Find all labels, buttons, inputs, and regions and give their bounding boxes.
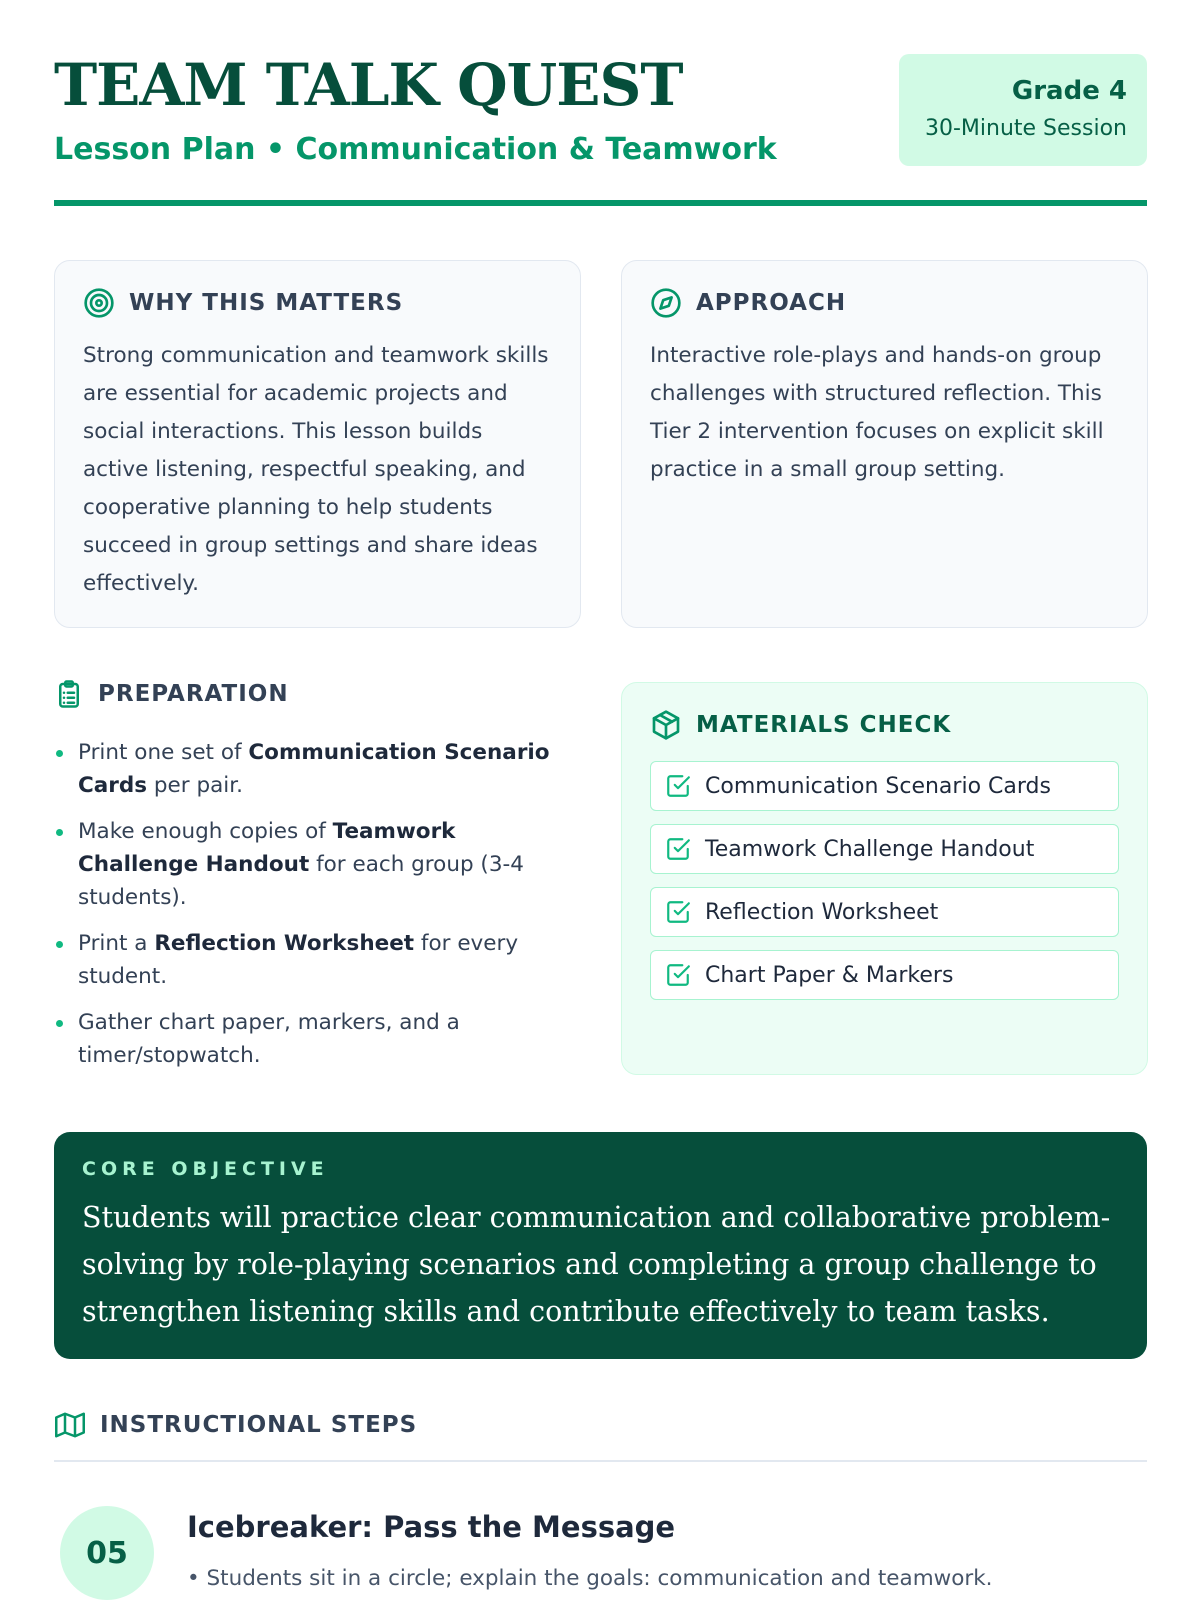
prep-text: Print a	[78, 931, 155, 956]
materials-card	[621, 682, 1148, 1075]
material-item[interactable]	[650, 761, 1119, 811]
preparation-item	[54, 927, 581, 993]
header	[54, 52, 1147, 208]
material-label: Reflection Worksheet	[705, 899, 939, 925]
preparation-list	[54, 736, 581, 1072]
prep-text: Make enough copies of	[78, 819, 333, 844]
page-subtitle: Lesson Plan • Communication & Teamwork	[54, 132, 777, 167]
why-card	[54, 260, 581, 628]
material-label: Chart Paper & Markers	[705, 962, 954, 988]
prep-bold: Teamwork Challenge Handout	[78, 819, 456, 877]
core-objective-label: CORE OBJECTIVE	[82, 1158, 329, 1180]
core-objective-text: Students will practice clear communication and collaborative problem-solving by role-playing scenarios and completing a group challenge to strengthen listening skills and contribute effectively to team tasks.	[82, 1201, 1111, 1328]
compass-icon	[650, 287, 682, 319]
material-item[interactable]	[650, 887, 1119, 937]
prep-text: Gather chart paper, markers, and a timer/stopwatch.	[78, 1010, 460, 1068]
why-heading-row	[83, 287, 552, 319]
approach-heading: APPROACH	[696, 290, 847, 316]
prep-bold: Reflection Worksheet	[154, 931, 415, 956]
material-label: Teamwork Challenge Handout	[705, 836, 1035, 862]
prep-text: Print one set of	[78, 740, 249, 765]
map-icon	[54, 1410, 86, 1440]
step-number-badge: 05	[60, 1506, 154, 1600]
package-icon	[650, 709, 682, 741]
why-heading: WHY THIS MATTERS	[129, 290, 404, 316]
steps-heading: INSTRUCTIONAL STEPS	[100, 1412, 418, 1438]
steps-divider	[54, 1460, 1147, 1462]
prep-text: for each group (3-4 students).	[78, 852, 524, 910]
prep-text: for every student.	[78, 931, 519, 989]
checkbox-icon	[665, 836, 691, 862]
material-item[interactable]	[650, 950, 1119, 1000]
approach-body: Interactive role-plays and hands-on group challenges with structured reflection. This Tier 2 intervention focuses on explicit skill practice in a small group setting.	[650, 343, 1104, 482]
target-icon	[83, 287, 115, 319]
checkbox-icon	[665, 899, 691, 925]
step-title: Icebreaker: Pass the Message	[187, 1510, 676, 1544]
preparation-item	[54, 1006, 581, 1072]
header-divider	[54, 200, 1147, 206]
approach-card	[621, 260, 1148, 628]
grade-label: Grade 4	[1011, 76, 1127, 106]
page-title: TEAM TALK QUEST	[54, 51, 683, 119]
checkbox-icon	[665, 962, 691, 988]
preparation-section	[54, 678, 581, 1085]
clipboard-icon	[54, 678, 84, 710]
step-item	[54, 1500, 1147, 1600]
checkbox-icon	[665, 773, 691, 799]
prep-text: per pair.	[147, 773, 243, 798]
step-detail: • Students sit in a circle; explain the goals: communication and teamwork.	[187, 1566, 993, 1591]
preparation-heading-row	[54, 678, 581, 710]
steps-heading-wrap	[54, 1410, 1147, 1440]
preparation-item	[54, 736, 581, 802]
session-label: 30-Minute Session	[924, 116, 1127, 141]
approach-heading-row	[650, 287, 1119, 319]
grade-badge	[899, 54, 1147, 166]
core-objective-panel	[54, 1132, 1147, 1359]
steps-heading-row	[54, 1410, 1147, 1440]
materials-heading: MATERIALS CHECK	[696, 712, 952, 738]
prep-bold: Communication Scenario Cards	[78, 740, 550, 798]
material-label: Communication Scenario Cards	[705, 773, 1051, 799]
why-body: Strong communication and teamwork skills are essential for academic projects and social interactions. This lesson builds active listening, respectful speaking, and cooperative planning to help students succeed in group settings and share ideas effectively.	[83, 343, 549, 596]
preparation-item	[54, 815, 581, 914]
material-item[interactable]	[650, 824, 1119, 874]
preparation-heading: PREPARATION	[98, 681, 289, 707]
materials-heading-row	[650, 709, 1119, 741]
materials-list	[650, 761, 1119, 1000]
